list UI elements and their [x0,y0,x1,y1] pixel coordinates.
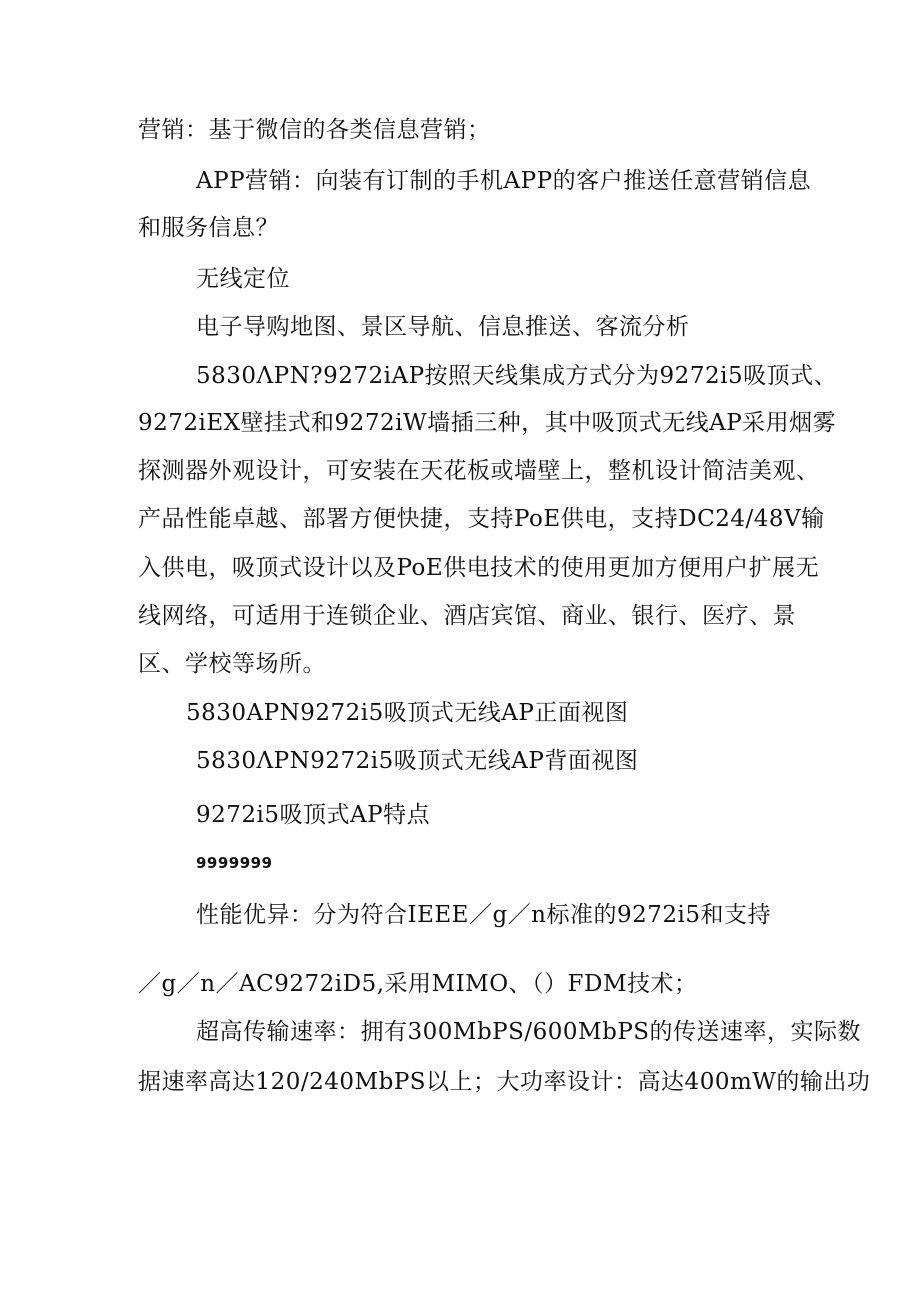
text-line-front-view-caption: 5830APN9272i5吸顶式无线AP正面视图 [186,700,629,726]
text-line-marketing-wechat: 营销：基于微信的各类信息营销； [138,117,491,143]
text-line-mimo-tech: ／g／n／AC9272iD5,采用MIMO、（）FDM技术； [138,971,698,997]
text-line-navigation-features: 电子导购地图、景区导航、信息推送、客流分析 [196,314,690,340]
text-line-applicable-venues: 线网络，可适用于连锁企业、酒店宾馆、商业、银行、医疗、景 [138,603,796,629]
text-line-transmission-rate: 超高传输速率：拥有300MbPS/600MbPS的传送速率，实际数 [196,1019,862,1045]
text-line-back-view-caption: 5830ΛPN9272i5吸顶式无线AP背面视图 [196,748,639,774]
text-line-wall-mount: 9272iEX壁挂式和9272iW墙插三种，其中吸顶式无线AP采用烟雾 [138,410,837,436]
text-line-power-supply: 入供电，吸顶式设计以及PoE供电技术的使用更加方便用户扩展无 [138,555,820,581]
text-line-output-power: 据速率高达120/240MbPS以上；大功率设计：高达400mW的输出功 [138,1069,871,1095]
text-line-service-info: 和服务信息？ [138,215,279,241]
text-line-performance: 产品性能卓越、部署方便快捷，支持PoE供电，支持DC24/48V输 [138,506,825,532]
text-line-wireless-positioning: 无线定位 [196,266,290,292]
text-line-performance-standard: 性能优异：分为符合IEEE／g／n标准的9272i5和支持 [196,902,772,928]
text-line-features-heading: 9272i5吸顶式AP特点 [196,802,431,828]
text-line-schools: 区、学校等场所。 [138,651,326,677]
text-line-antenna-types: 5830ΛPN?9272iAP按照天线集成方式分为9272i5吸顶式、 [196,363,838,389]
text-line-detector-design: 探测器外观设计，可安装在天花板或墙壁上，整机设计简洁美观、 [138,458,820,484]
text-line-app-marketing: APP营销：向装有订制的手机APP的客户推送任意营销信息 [196,168,812,194]
text-line-placeholder-number: 9999999 [196,854,273,872]
